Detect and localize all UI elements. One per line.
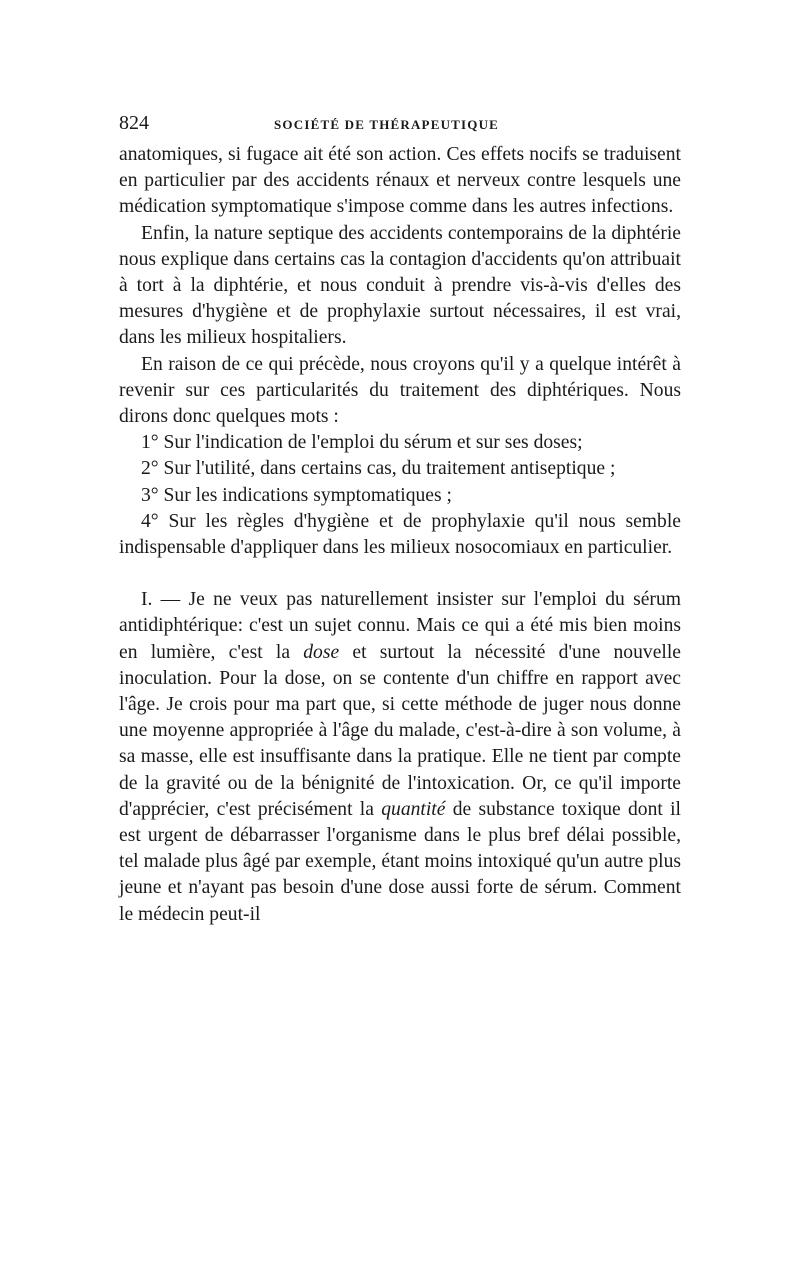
paragraph-continuation: anatomiques, si fugace ait été son action. Ces effets nocifs se traduisent en particulier par des accidents rénaux et nerveux contre lesquels une médication symptomatique s'impose comme dans les autres infections. [119,144,681,218]
list-item-symptomatic: 3° Sur les indications symptomatiques ; [141,484,452,506]
journal-title: SOCIÉTÉ DE THÉRAPEUTIQUE [274,117,500,132]
emphasis-quantite: quantité [381,798,446,820]
paragraph-section-one [119,587,681,928]
list-item-hygiene: 4° Sur les règles d'hygiène et de prophylaxie qu'il nous semble indispensable d'appliquer dans les milieux nosocomiaux en particulier. [119,510,681,559]
page-number: 824 [119,112,149,134]
emphasis-dose: dose [303,641,340,663]
book-page [119,112,681,928]
list-item-serum: 1° Sur l'indication de l'emploi du sérum et sur ses doses; [141,432,583,454]
paragraph-septic-nature: Enfin, la nature septique des accidents contemporains de la diphtérie nous explique dans certains cas la contagion d'accidents qu'on attribuait à tort à la diphtérie, et nous conduit à prendre vis-à-vis d'elles des mesures d'hygiène et de prophylaxie surtout nécessaires, il est vrai, dans les milieux hospitaliers. [119,222,681,349]
list-item-antiseptic: 2° Sur l'utilité, dans certains cas, du traitement antiseptique ; [141,458,616,480]
section-one-text-a: I. — Je ne veux pas naturellement insister sur l'emploi du sérum antidiphtérique: c'est un sujet connu. Mais ce qui a été mis bien moins en lumière, c'est la [119,589,681,663]
body-text [119,142,681,928]
running-header [119,112,681,142]
section-one-text-b: et surtout la nécessité d'une nouvelle inoculation. Pour la dose, on se contente d'un chiffre en rapport avec l'âge. Je crois pour ma part que, si cette méthode de juger nous donne une moyenne appropriée à l'âge du malade, c'est-à-dire à son volume, à sa masse, elle est insuffisante dans la pratique. Elle ne tient par compte de la gravité ou de la bénignité de l'intoxication. Or, ce qu'il importe d'apprécier, c'est précisément la [119,641,681,820]
section-one-text-c: de substance toxique dont il est urgent de débarrasser l'organisme dans le plus bref délai possible, tel malade plus âgé par exemple, étant moins intoxiqué qu'un autre plus jeune et n'ayant pas besoin d'une dose aussi forte de sérum. Comment le médecin peut-il [119,798,681,925]
paragraph-reasons: En raison de ce qui précède, nous croyons qu'il y a quelque intérêt à revenir sur ces particularités du traitement des diphtériques. Nous dirons donc quelques mots : [119,353,681,428]
